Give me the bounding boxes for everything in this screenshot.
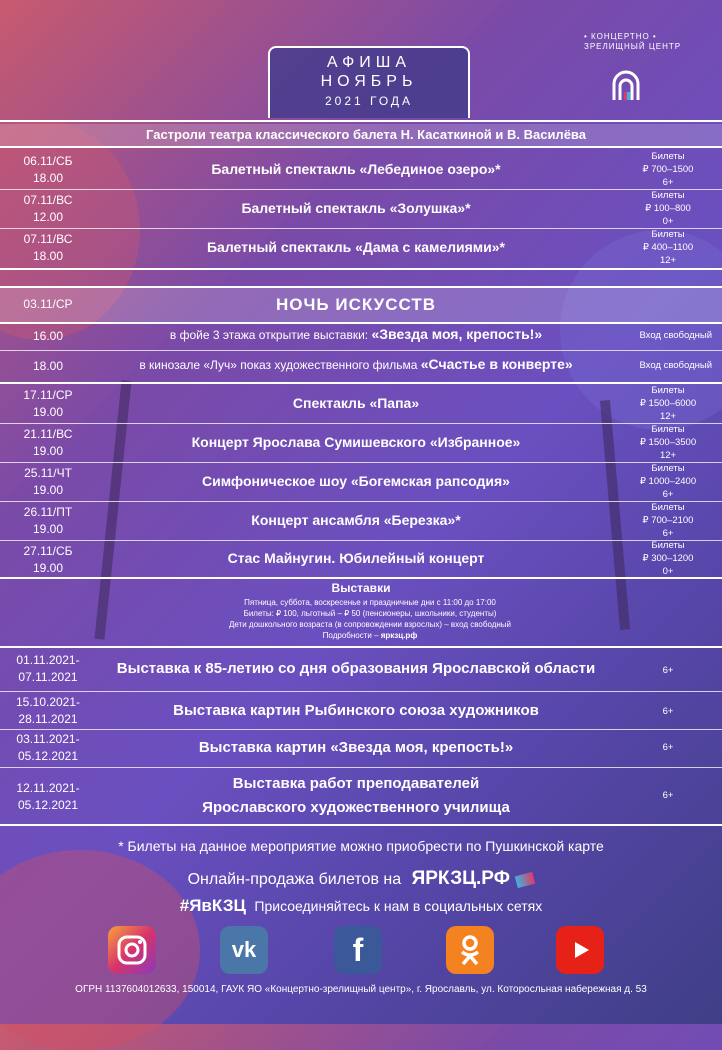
odnoklassniki-icon[interactable] (446, 926, 494, 974)
exhibition-age: 6+ (662, 665, 674, 676)
event-price: Билеты ₽ 100–800 0+ (645, 190, 691, 227)
exhibition-dates: 15.10.2021- 28.11.2021 (15, 695, 81, 726)
event-date: 07.11/ВС 18.00 (23, 232, 73, 263)
row-divider (0, 350, 722, 351)
free-entry-note: Вход свободный (639, 330, 712, 341)
bottom-rule (0, 824, 722, 826)
header-title: АФИША (326, 54, 412, 71)
night-item-time: 16.00 (32, 329, 64, 343)
ballet-row-1 (0, 150, 722, 188)
event-date: 17.11/СР 19.00 (23, 388, 73, 419)
hashtag: #ЯвКЗЦ (179, 896, 246, 915)
exhibition-dates: 12.11.2021- 05.12.2021 (16, 781, 80, 812)
vk-icon[interactable]: vk (220, 926, 268, 974)
night-item-desc: в кинозале «Луч» показ художественного фильма «Счастье в конверте» (139, 356, 573, 372)
event-date: 07.11/ВС 12.00 (23, 193, 73, 224)
exhibition-dates: 01.11.2021- 07.11.2021 (16, 653, 80, 684)
section-rule (0, 268, 722, 270)
event-title: Концерт Ярослава Сумишевского «Избранное» (191, 434, 521, 450)
event-price: Билеты ₽ 1500–6000 12+ (639, 385, 697, 422)
exhibitions-heading: Выставки (331, 581, 391, 595)
section-rule (0, 577, 722, 579)
event-price: Билеты ₽ 400–1100 12+ (642, 229, 694, 266)
event-date: 27.11/СБ 19.00 (23, 544, 73, 575)
row-divider (0, 691, 722, 692)
event-title: Балетный спектакль «Лебединое озеро»* (211, 161, 501, 177)
exhibition-row-3 (0, 730, 722, 766)
facebook-icon[interactable]: f (334, 926, 382, 974)
social-call (0, 896, 722, 916)
pushkin-card-note: * Билеты на данное мероприятие можно приобрести по Пушкинской карте (118, 838, 604, 854)
tour-heading: Гастроли театра классического балета Н. Касаткиной и В. Василёва (146, 127, 586, 142)
join-text: Присоединяйтесь к нам в социальных сетях (254, 898, 543, 914)
event-row-1 (0, 385, 722, 423)
event-price: Билеты ₽ 1000–2400 6+ (639, 463, 697, 500)
row-divider (0, 767, 722, 768)
exhibitions-children: Дети дошкольного возраста (в сопровождении взрослых) – вход свободный (228, 620, 512, 629)
top-rule (0, 120, 722, 122)
exhibition-row-1 (0, 650, 722, 690)
exhibition-title: Выставка работ преподавателей (232, 775, 480, 792)
ballet-row-2 (0, 190, 722, 228)
logo-text: • КОНЦЕРТНО • ЗРЕЛИЩНЫЙ ЦЕНТР (584, 32, 682, 51)
event-row-2 (0, 424, 722, 462)
event-title: Симфоническое шоу «Богемская рапсодия» (202, 473, 510, 489)
event-date: 26.11/ПТ 19.00 (23, 505, 73, 536)
exhibition-title-line2: Ярославского художественного училища (202, 799, 510, 816)
section-rule (0, 646, 722, 648)
exhibitions-details: Подробности – яркзц.рф (322, 631, 418, 640)
ticket-icon (515, 872, 535, 888)
event-title: Концерт ансамбля «Березка»* (251, 512, 461, 528)
header-month: НОЯБРЬ (320, 73, 418, 90)
exhibition-age: 6+ (662, 742, 674, 753)
exhibitions-hours: Пятница, суббота, воскресенье и праздничные дни с 11:00 до 17:00 (244, 598, 496, 607)
event-row-3 (0, 463, 722, 501)
exhibition-title: Выставка к 85-летию со дня образования Ярославской области (116, 660, 596, 677)
instagram-icon[interactable] (108, 926, 156, 974)
free-entry-note: Вход свободный (639, 360, 712, 371)
legal-info: ОГРН 1137604012633, 150014, ГАУК ЯО «Концертно-зрелищный центр», г. Ярославль, ул. Которосльная набережная д. 53 (75, 984, 647, 995)
exhibition-dates: 03.11.2021- 05.12.2021 (16, 732, 80, 763)
event-price: Билеты ₽ 300–1200 0+ (642, 540, 694, 577)
exhibition-row-4 (0, 770, 722, 822)
night-item-1 (0, 322, 722, 350)
online-sales-label: Онлайн-продажа билетов на (187, 871, 402, 888)
night-item-2 (0, 352, 722, 380)
event-title: Спектакль «Папа» (292, 395, 420, 411)
event-date: 21.11/ВС 19.00 (23, 427, 73, 458)
event-title: Балетный спектакль «Дама с камелиями»* (206, 239, 506, 255)
event-price: Билеты ₽ 700–2100 6+ (642, 502, 694, 539)
event-title: Балетный спектакль «Золушка»* (241, 200, 471, 216)
exhibition-title: Выставка картин «Звезда моя, крепость!» (198, 739, 514, 756)
event-price: Билеты ₽ 1500–3500 12+ (639, 424, 697, 461)
poster-header (268, 46, 470, 118)
exhibition-row-2 (0, 693, 722, 729)
tour-heading-band (0, 124, 722, 148)
online-sales-site[interactable]: ЯРКЗЦ.РФ (411, 868, 510, 889)
event-row-4 (0, 502, 722, 540)
details-link[interactable]: яркзц.рф (380, 631, 418, 640)
night-item-time: 18.00 (32, 359, 64, 373)
exhibition-age: 6+ (662, 706, 674, 717)
online-sales (0, 868, 722, 890)
event-date: 06.11/СБ 18.00 (23, 154, 73, 185)
ballet-row-3 (0, 229, 722, 267)
event-date: 25.11/ЧТ 19.00 (24, 466, 72, 497)
exhibitions-prices: Билеты: ₽ 100, льготный – ₽ 50 (пенсионеры, школьники, студенты) (243, 609, 497, 618)
exhibition-age: 6+ (662, 790, 674, 801)
event-row-5 (0, 541, 722, 577)
event-title: Стас Майнугин. Юбилейный концерт (227, 550, 485, 566)
kzc-logo (582, 28, 692, 118)
header-year: 2021 ГОДА (324, 94, 414, 108)
night-title: НОЧЬ ИСКУССТВ (275, 295, 437, 314)
exhibition-title: Выставка картин Рыбинского союза художников (173, 702, 539, 719)
event-price: Билеты ₽ 700–1500 6+ (642, 151, 694, 188)
night-date: 03.11/СР (23, 297, 73, 311)
night-of-arts-band (0, 286, 722, 324)
youtube-icon[interactable] (556, 926, 604, 974)
night-item-desc: в фойе 3 этажа открытие выставки: «Звезда моя, крепость!» (169, 326, 543, 342)
section-rule (0, 382, 722, 384)
